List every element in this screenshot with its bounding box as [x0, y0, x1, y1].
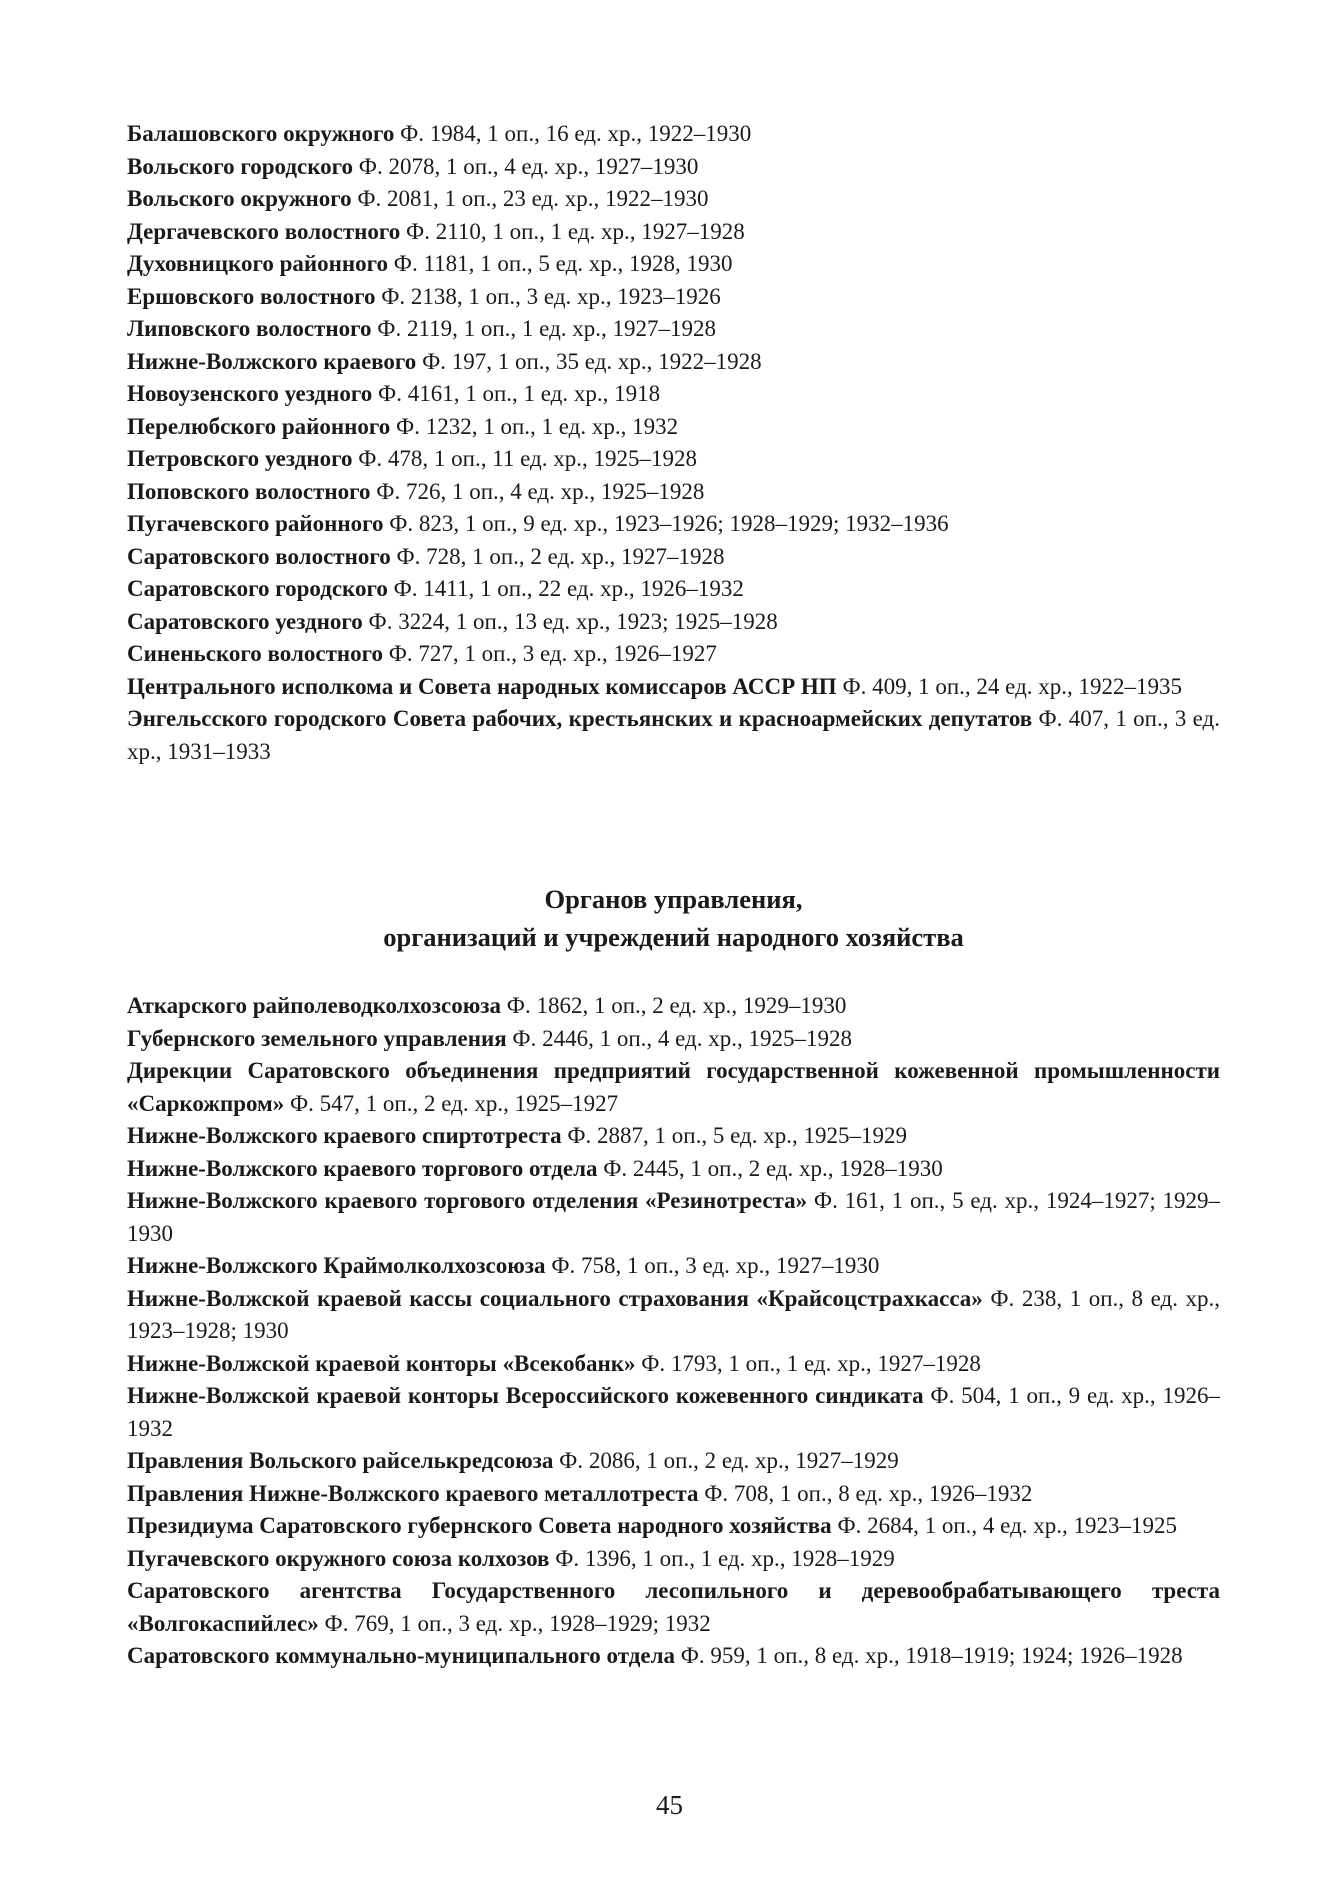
entry-name: Петровского уездного: [127, 446, 353, 471]
entry-name: Духовницкого районного: [127, 251, 389, 276]
entry-info: Ф. 708, 1 оп., 8 ед. хр., 1926–1932: [704, 1480, 1033, 1506]
entry-name: Энгельсского городского Совета рабочих, крестьянских и красноармейских депутатов: [127, 706, 1033, 731]
list-item: [127, 1543, 1220, 1576]
list-item: [127, 1445, 1220, 1478]
section-heading-line-1: Органов управления,: [544, 884, 803, 914]
section-heading: [127, 880, 1220, 956]
entry-name: Синеньского волостного: [127, 641, 384, 666]
list-item: [127, 1478, 1220, 1511]
list-item: [127, 1250, 1220, 1283]
entry-info: Ф. 2684, 1 оп., 4 ед. хр., 1923–1925: [837, 1513, 1178, 1538]
list-item: [127, 443, 1220, 476]
entry-name: Саратовского коммунально-муниципального отдела: [127, 1643, 675, 1668]
entry-name: Нижне-Волжской краевой конторы Всероссийского кожевенного синдиката: [127, 1383, 924, 1408]
entry-name: Дирекции Саратовского объединения предприятий государственной кожевенной промышленности «Саркожпром»: [127, 1058, 1220, 1116]
entry-name: Балашовского окружного: [127, 121, 395, 146]
entry-info: Ф. 769, 1 оп., 3 ед. хр., 1928–1929; 1932: [324, 1610, 711, 1636]
entry-info: Ф. 407, 1 оп., 3 ед. хр., 1931–1933: [127, 706, 1221, 764]
entry-info: Ф. 2086, 1 оп., 2 ед. хр., 1927–1929: [559, 1448, 899, 1473]
list-item: [127, 1283, 1220, 1348]
list-item: [127, 541, 1220, 574]
section-heading-line-2: организаций и учреждений народного хозяйства: [383, 922, 964, 952]
list-item: [127, 183, 1220, 216]
entry-info: Ф. 2445, 1 оп., 2 ед. хр., 1928–1930: [603, 1155, 943, 1181]
entry-info: Ф. 409, 1 оп., 24 ед. хр., 1922–1935: [842, 673, 1183, 699]
entry-info: Ф. 1411, 1 оп., 22 ед. хр., 1926–1932: [393, 576, 744, 601]
entry-info: Ф. 959, 1 оп., 8 ед. хр., 1918–1919; 1924; 1926–1928: [680, 1643, 1183, 1668]
entry-name: Нижне-Волжского Краймолколхозсоюза: [127, 1253, 546, 1278]
entry-name: Саратовского городского: [127, 576, 388, 601]
entry-info: Ф. 1232, 1 оп., 1 ед. хр., 1932: [396, 413, 679, 439]
entry-name: Пугачевского районного: [127, 511, 384, 536]
list-item: [127, 281, 1220, 314]
entry-name: Центрального исполкома и Совета народных комиссаров АССР НП: [127, 673, 837, 699]
entry-name: Саратовского агентства Государственного лесопильного и деревообрабатывающего треста «Волгокаспийлес»: [127, 1578, 1220, 1636]
list-item: [127, 1348, 1220, 1381]
entry-name: Нижне-Волжской краевой кассы социального страхования «Крайсоцстрахкасса»: [127, 1285, 983, 1311]
entry-name: Перелюбского районного: [127, 413, 391, 439]
list-item: [127, 476, 1220, 509]
entry-info: Ф. 758, 1 оп., 3 ед. хр., 1927–1930: [551, 1253, 880, 1278]
entry-info: Ф. 2887, 1 оп., 5 ед. хр., 1925–1929: [567, 1123, 907, 1148]
list-item: [127, 151, 1220, 184]
entry-name: Аткарского райполеводколхозсоюза: [127, 993, 502, 1018]
list-item: [127, 248, 1220, 281]
entry-info: Ф. 161, 1 оп., 5 ед. хр., 1924–1927; 1929–1930: [127, 1188, 1220, 1246]
entry-info: Ф. 728, 1 оп., 2 ед. хр., 1927–1928: [396, 543, 725, 569]
list-item: [127, 1153, 1220, 1186]
list-item: [127, 118, 1220, 151]
entry-info: Ф. 726, 1 оп., 4 ед. хр., 1925–1928: [376, 478, 705, 504]
entry-info: Ф. 2446, 1 оп., 4 ед. хр., 1925–1928: [512, 1025, 853, 1051]
list-item: [127, 703, 1220, 768]
entry-name: Ершовского волостного: [127, 283, 376, 309]
entry-info: Ф. 238, 1 оп., 8 ед. хр., 1923–1928; 1930: [127, 1285, 1221, 1343]
entry-info: Ф. 197, 1 оп., 35 ед. хр., 1922–1928: [422, 348, 762, 374]
entry-info: Ф. 2138, 1 оп., 3 ед. хр., 1923–1926: [381, 283, 721, 309]
entry-info: Ф. 4161, 1 оп., 1 ед. хр., 1918: [378, 381, 661, 406]
entry-name: Нижне-Волжского краевого спиртотреста: [127, 1123, 562, 1148]
list-item: [127, 346, 1220, 379]
list-item: [127, 1575, 1220, 1640]
entry-info: Ф. 2078, 1 оп., 4 ед. хр., 1927–1930: [358, 153, 699, 179]
entry-info: Ф. 1984, 1 оп., 16 ед. хр., 1922–1930: [400, 121, 752, 146]
entry-name: Липовского волостного: [127, 316, 372, 341]
entry-name: Президиума Саратовского губернского Совета народного хозяйства: [127, 1513, 832, 1538]
entry-name: Поповского волостного: [127, 478, 371, 504]
entry-info: Ф. 2081, 1 оп., 23 ед. хр., 1922–1930: [357, 186, 709, 211]
list-item: [127, 573, 1220, 606]
list-item: [127, 1055, 1220, 1120]
list-item: [127, 1023, 1220, 1056]
list-item: [127, 378, 1220, 411]
list-item: [127, 671, 1220, 704]
bottom-entry-list: [127, 990, 1220, 1673]
list-item: [127, 508, 1220, 541]
entry-info: Ф. 2119, 1 оп., 1 ед. хр., 1927–1928: [377, 316, 717, 341]
entry-info: Ф. 478, 1 оп., 11 ед. хр., 1925–1928: [358, 446, 697, 471]
entry-name: Нижне-Волжского краевого торгового отделения «Резинотреста»: [127, 1188, 808, 1213]
list-item: [127, 1510, 1220, 1543]
entry-info: Ф. 1396, 1 оп., 1 ед. хр., 1928–1929: [555, 1545, 895, 1571]
entry-name: Правления Вольского райселькредсоюза: [127, 1448, 554, 1473]
list-item: [127, 1185, 1220, 1250]
list-item: [127, 216, 1220, 249]
entry-info: Ф. 547, 1 оп., 2 ед. хр., 1925–1927: [289, 1090, 619, 1116]
list-item: [127, 313, 1220, 346]
page-number: 45: [656, 1790, 683, 1820]
list-item: [127, 638, 1220, 671]
list-item: [127, 1120, 1220, 1153]
entry-name: Губернского земельного управления: [127, 1025, 507, 1051]
entry-info: Ф. 3224, 1 оп., 13 ед. хр., 1923; 1925–1928: [368, 608, 778, 634]
list-item: [127, 411, 1220, 444]
entry-info: Ф. 727, 1 оп., 3 ед. хр., 1926–1927: [388, 641, 717, 666]
list-item: [127, 1380, 1220, 1445]
entry-info: Ф. 2110, 1 оп., 1 ед. хр., 1927–1928: [406, 218, 745, 244]
top-entry-list: [127, 118, 1220, 768]
entry-info: Ф. 823, 1 оп., 9 ед. хр., 1923–1926; 1928–1929; 1932–1936: [389, 511, 949, 536]
entry-name: Новоузенского уездного: [127, 381, 373, 406]
entry-name: Саратовского волостного: [127, 543, 391, 569]
entry-info: Ф. 1181, 1 оп., 5 ед. хр., 1928, 1930: [393, 251, 733, 276]
entry-name: Правления Нижне-Волжского краевого металлотреста: [127, 1480, 699, 1506]
entry-name: Нижне-Волжского краевого: [127, 348, 417, 374]
list-item: [127, 606, 1220, 639]
entry-name: Нижне-Волжской краевой конторы «Всекобанк»: [127, 1350, 636, 1376]
entry-name: Пугачевского окружного союза колхозов: [127, 1545, 550, 1571]
entry-name: Нижне-Волжского краевого торгового отдела: [127, 1155, 598, 1181]
entry-name: Вольского городского: [127, 153, 354, 179]
list-item: [127, 990, 1220, 1023]
entry-info: Ф. 1862, 1 оп., 2 ед. хр., 1929–1930: [506, 993, 847, 1018]
list-item: [127, 1640, 1220, 1673]
entry-info: Ф. 1793, 1 оп., 1 ед. хр., 1927–1928: [641, 1350, 981, 1376]
entry-info: Ф. 504, 1 оп., 9 ед. хр., 1926–1932: [127, 1383, 1220, 1441]
entry-name: Дергачевского волостного: [127, 218, 401, 244]
entry-name: Вольского окружного: [127, 186, 352, 211]
entry-name: Саратовского уездного: [127, 608, 363, 634]
